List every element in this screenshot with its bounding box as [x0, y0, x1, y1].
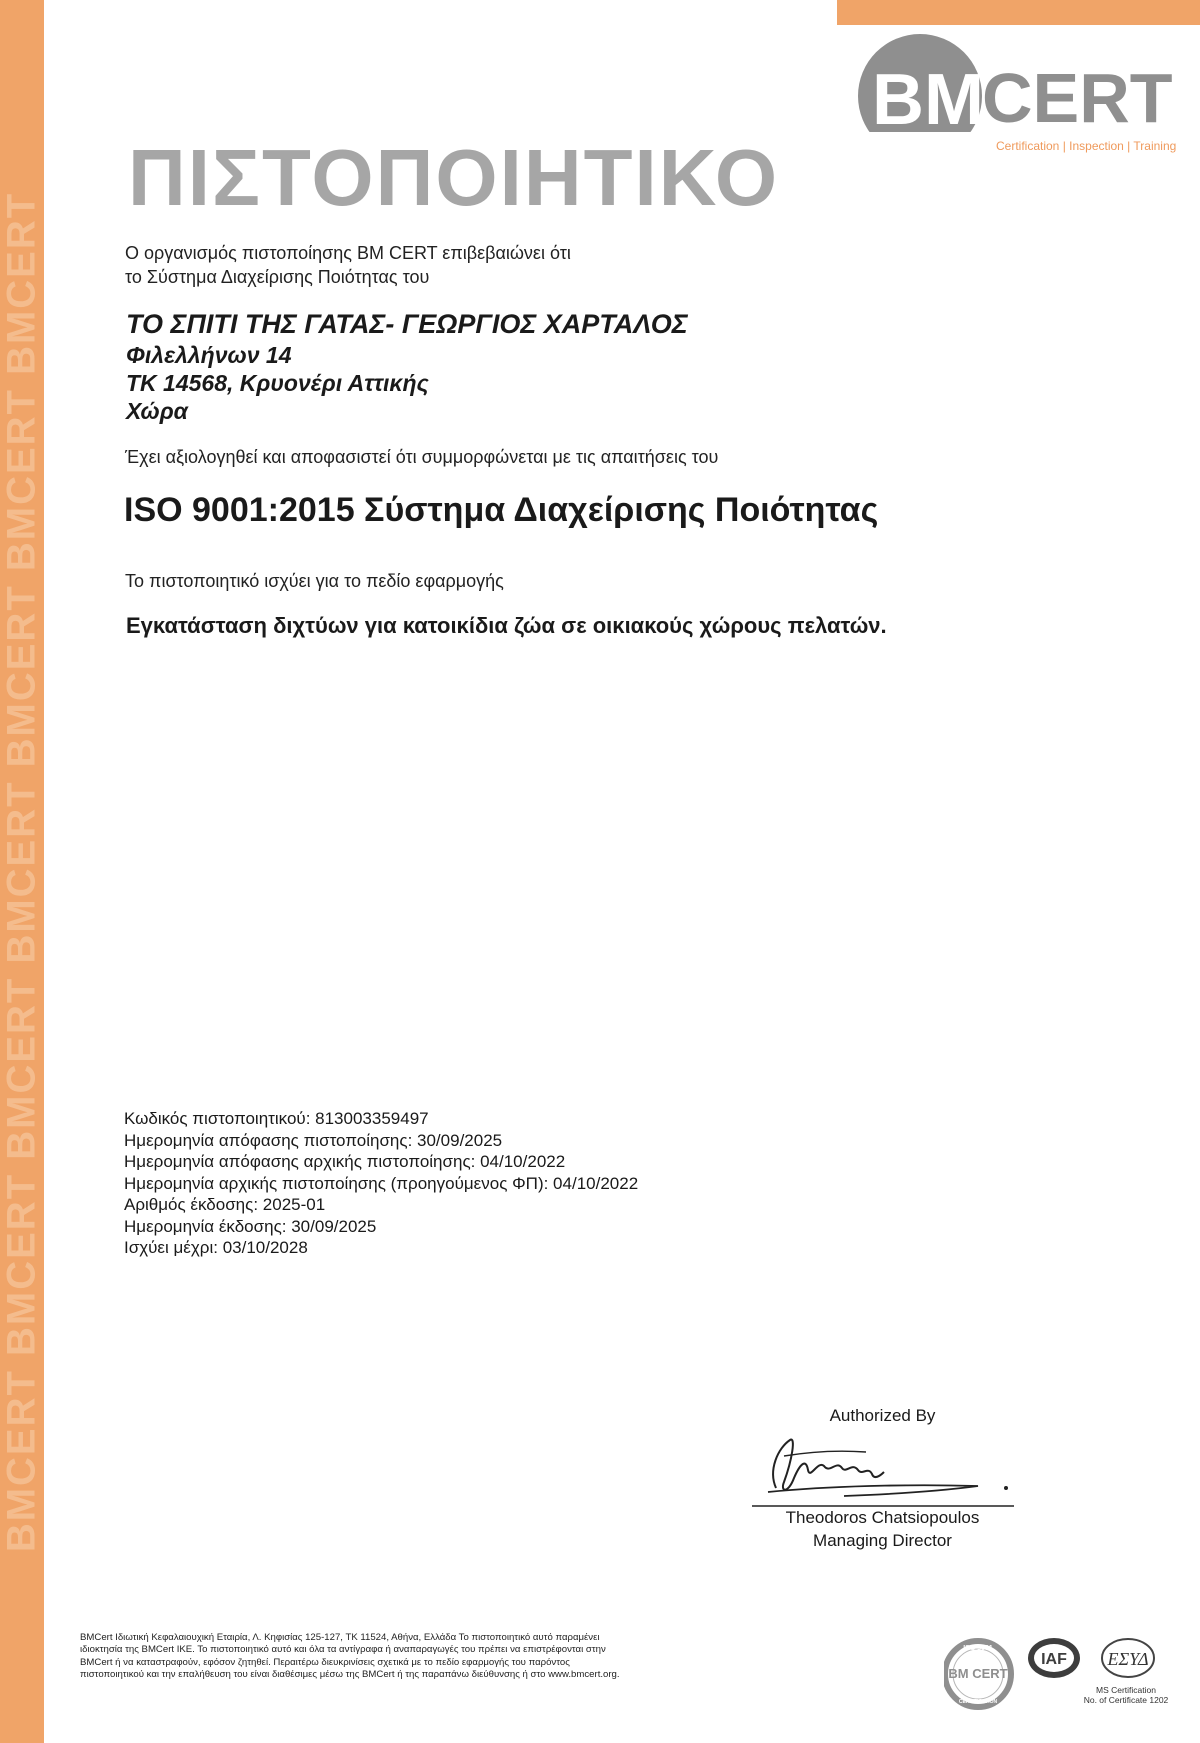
signer-name: Theodoros Chatsiopoulos [785, 1508, 980, 1527]
standard-title: ISO 9001:2015 Σύστημα Διαχείρισης Ποιότητας [124, 491, 879, 529]
logo-tagline: Certification | Inspection | Training [996, 139, 1177, 153]
iso-badge-top-text: ISO 9001 [963, 1645, 993, 1652]
signature-image [748, 1430, 1018, 1508]
detail-valid-until: Ισχύει μέχρι: 03/10/2028 [124, 1238, 308, 1257]
detail-issue-date: Ημερομηνία έκδοσης: 30/09/2025 [124, 1217, 377, 1236]
certificate-accreditation-number [1076, 1685, 1176, 1705]
scope-text: Εγκατάσταση διχτύων για κατοικίδια ζώα σε οικιακούς χώρους πελατών. [126, 613, 887, 638]
bmcert-logo [858, 34, 1178, 159]
certificate-title: ΠΙΣΤΟΠΟΙΗΤΙΚΟ [128, 133, 780, 222]
logo-cert-text: CERT [982, 59, 1173, 137]
intro-line-1: Ο οργανισμός πιστοποίησης BM CERT επιβεβαιώνει ότι [125, 243, 571, 263]
address-country: Χώρα [126, 398, 188, 424]
orange-side-band [0, 0, 44, 1743]
accreditation-number: No. of Certificate 1202 [1083, 1695, 1169, 1705]
detail-initial-certification-date: Ημερομηνία αρχικής πιστοποίησης (προηγούμενος ΦΠ): 04/10/2022 [124, 1174, 639, 1193]
address-city: ΤΚ 14568, Κρυονέρι Αττικής [126, 370, 429, 396]
company-name: ΤΟ ΣΠΙΤΙ ΤΗΣ ΓΑΤΑΣ- ΓΕΩΡΓΙΟΣ ΧΑΡΤΑΛΟΣ [126, 309, 688, 339]
detail-decision-date: Ημερομηνία απόφασης πιστοποίησης: 30/09/2025 [124, 1131, 503, 1150]
signer-title: Managing Director [813, 1531, 952, 1550]
iso-9001-badge [945, 1641, 1011, 1707]
detail-certificate-code: Κωδικός πιστοποιητικού: 813003359497 [124, 1109, 429, 1128]
ms-certification-label: MS Certification [1096, 1685, 1156, 1695]
iaf-text: IAF [1041, 1651, 1067, 1668]
logo-bm-text: BM [872, 60, 984, 140]
iso-badge-bottom-text: CERTIFICATION [958, 1699, 998, 1705]
detail-initial-decision-date: Ημερομηνία απόφασης αρχικής πιστοποίησης: 04/10/2022 [124, 1152, 566, 1171]
esyd-badge [1102, 1639, 1154, 1677]
scope-intro: Το πιστοποιητικό ισχύει για το πεδίο εφαρμογής [125, 571, 504, 591]
iaf-badge [1028, 1638, 1080, 1678]
iso-badge-bm-text: BM CERT [948, 1666, 1008, 1681]
orange-top-strip [837, 0, 1200, 25]
authorization-block [740, 1405, 1025, 1427]
esyd-text: ΕΣΥΔ [1107, 1649, 1149, 1669]
authorized-by-label: Authorized By [829, 1406, 936, 1425]
assessment-text: Έχει αξιολογηθεί και αποφασιστεί ότι συμμορφώνεται με τις απαιτήσεις του [125, 447, 719, 467]
bmcert-watermark: BMCERT BMCERT BMCERT BMCERT BMCERT BMCERT BMCERT [0, 191, 44, 1552]
address-street: Φιλελλήνων 14 [126, 342, 292, 368]
detail-issue-number: Αριθμός έκδοσης: 2025-01 [124, 1195, 326, 1214]
footer-legal-text: BMCert Ιδιωτική Κεφαλαιουχική Εταιρία, Λ. Κηφισίας 125-127, ΤΚ 11524, Αθήνα, Ελλάδα Το πιστοποιητικό αυτό παραμένει ιδιοκτησία της BMCert ΙΚΕ. Το πιστοποιητικό αυτό και όλα τα αντίγραφα ή αναπαραγωγές του πρέπει να επιστρέφονται στην BMCert ή να καταστραφούν, εφόσον ζητηθεί. Περαιτέρω διευκρινίσεις σχετικά με το πεδίο εφαρμογής του παρόντος πιστοποιητικού και την επαλήθευση του είναι διαθέσιμες μέσω της BMCert ή της παραπάνω διεύθυνσης ή στο www.bmcert.org. [80, 1632, 620, 1680]
intro-line-2: το Σύστημα Διαχείρισης Ποιότητας του [125, 267, 430, 287]
